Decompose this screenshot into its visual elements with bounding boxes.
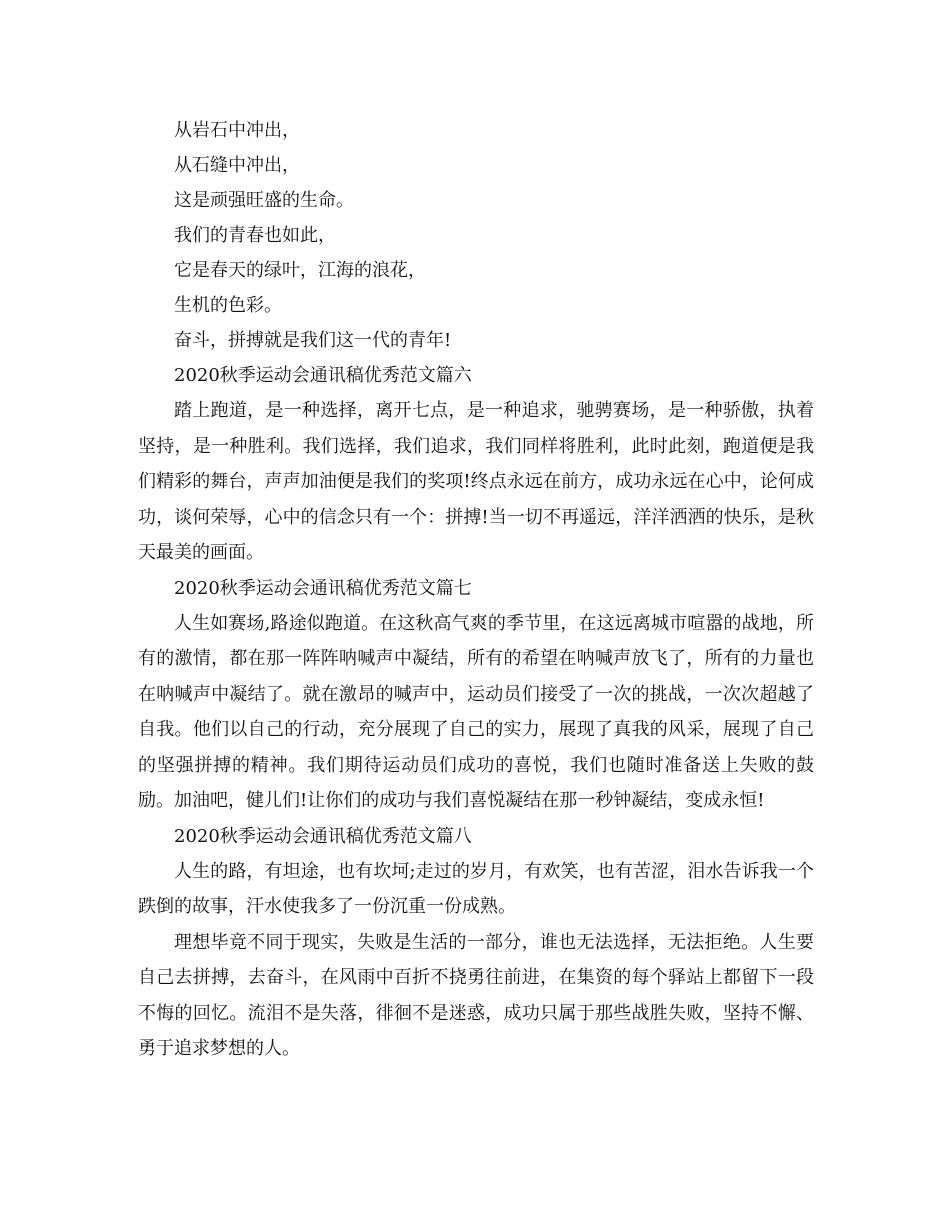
section-paragraph-8b: 理想毕竟不同于现实，失败是生活的一部分，谁也无法选择，无法拒绝。人生要自己去拼搏，去奋斗，在风雨中百折不挠勇往前进，在集资的每个驿站上都留下一段不悔的回忆。流泪不是失落，徘徊不是迷惑，成功只属于那些战胜失败，坚持不懈、勇于追求梦想的人。	[138, 931, 814, 1059]
poem-line: 这是顽强旺盛的生命。	[174, 190, 354, 211]
poem-line: 我们的青春也如此，	[174, 225, 336, 246]
section-heading-7: 2020秋季运动会通讯稿优秀范文篇七	[174, 577, 472, 599]
section-paragraph-8a: 人生的路，有坦途，也有坎坷;走过的岁月，有欢笑，也有苦涩，泪水告诉我一个跌倒的故事，汗水使我多了一份沉重一份成熟。	[138, 860, 814, 917]
document-page	[138, 113, 814, 1067]
section-paragraph-7: 人生如赛场,路途似跑道。在这秋高气爽的季节里，在这远离城市喧嚣的战地，所有的激情，都在那一阵阵呐喊声中凝结，所有的希望在呐喊声放飞了，所有的力量也在呐喊声中凝结了。就在激昂的喊声中，运动员们接受了一次的挑战，一次次超越了自我。他们以自己的行动，充分展现了自己的实力，展现了真我的风采，展现了自己的坚强拼搏的精神。我们期待运动员们成功的喜悦，我们也随时准备送上失败的鼓励。加油吧，健儿们!让你们的成功与我们喜悦凝结在那一秒钟凝结，变成永恒!	[138, 612, 814, 811]
poem	[138, 113, 814, 358]
section-heading-8: 2020秋季运动会通讯稿优秀范文篇八	[174, 825, 472, 847]
poem-line: 奋斗，拼搏就是我们这一代的青年!	[174, 330, 452, 351]
section-heading-6: 2020秋季运动会通讯稿优秀范文篇六	[174, 365, 472, 386]
poem-line: 生机的色彩。	[174, 295, 282, 316]
poem-line: 从石缝中冲出，	[174, 155, 300, 176]
section-paragraph-6: 踏上跑道，是一种选择，离开七点，是一种追求，驰骋赛场，是一种骄傲，执着坚持，是一种胜利。我们选择，我们追求，我们同样将胜利，此时此刻，跑道便是我们精彩的舞台，声声加油便是我们的奖项!终点永远在前方，成功永远在心中，论何成功，谈何荣辱，心中的信念只有一个：拼搏!当一切不再遥远，洋洋洒洒的快乐，是秋天最美的画面。	[138, 400, 814, 563]
poem-line: 它是春天的绿叶，江海的浪花，	[174, 260, 426, 281]
poem-line: 从岩石中冲出，	[174, 120, 300, 141]
